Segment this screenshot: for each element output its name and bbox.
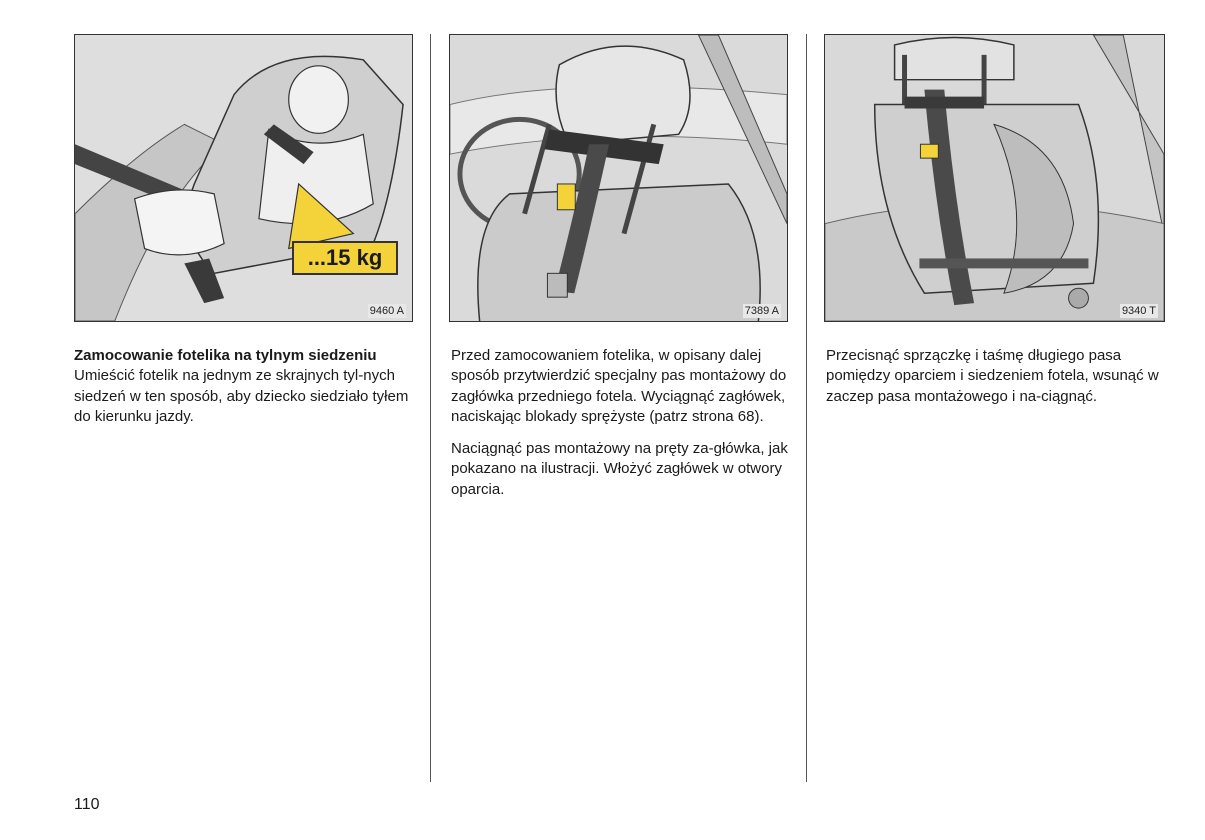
weight-limit-badge: ...15 kg [292, 241, 398, 275]
column-divider-1 [430, 34, 431, 782]
figure-headrest-strap [449, 34, 788, 322]
column-divider-2 [806, 34, 807, 782]
paragraph: Przed zamocowaniem fotelika, w opisany dalej sposób przytwierdzić specjalny pas montażowy do zagłówka przedniego fotela. Wyciągnąć zagłówek, naciskając blokady sprężyste (patrz strona 68). [451, 347, 787, 425]
paragraph: Umieścić fotelik na jednym ze skrajnych tyl-nych siedzeń w ten sposób, aby dziecko siedziało tyłem do kierunku jazdy. [74, 367, 409, 425]
headrest-strap-illustration [450, 35, 787, 321]
page-number: 110 [74, 796, 100, 813]
paragraph: Przecisnąć sprzączkę i taśmę długiego pasa pomiędzy oparciem i siedzeniem fotela, wsunąć w zaczep pasa montażowego i na-ciągnąć. [826, 347, 1159, 405]
section-heading: Zamocowanie fotelika na tylnym siedzeniu [74, 347, 377, 364]
figure-code: 7389 A [744, 305, 779, 317]
column-2-text [451, 346, 791, 512]
seat-back-illustration [825, 35, 1164, 321]
column-1-text [74, 346, 419, 439]
column-3-text [826, 346, 1166, 419]
figure-seat-back [824, 34, 1165, 322]
child-seat-illustration [75, 35, 412, 321]
paragraph: Naciągnąć pas montażowy na pręty za-główka, jak pokazano na ilustracji. Włożyć zagłówek w otwory oparcia. [451, 440, 788, 498]
figure-child-seat [74, 34, 413, 322]
figure-code: 9460 A [369, 305, 404, 317]
figure-code: 9340 T [1121, 305, 1156, 317]
